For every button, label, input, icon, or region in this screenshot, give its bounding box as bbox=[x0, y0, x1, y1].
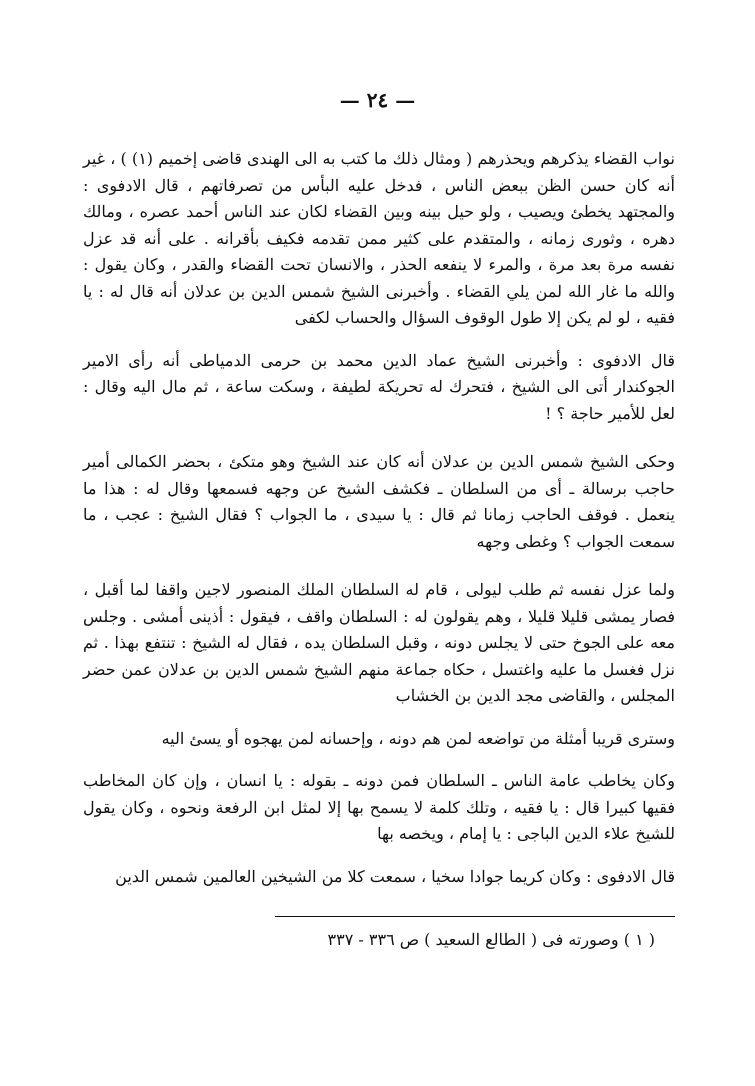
body-text bbox=[83, 146, 675, 890]
paragraph-7: قال الادفوى : وكان كريما جوادا سخيا ، سمعت كلا من الشيخين العالمين شمس الدين bbox=[115, 866, 675, 886]
footnote-divider bbox=[275, 916, 675, 917]
paragraph-1: نواب القضاء يذكرهم ويحذرهم ( ومثال ذلك ما كتب به الى الهندى قاضى إخميم (١) ) ، غير أنه كان حسن الظن ببعض الناس ، فدخل عليه البأس من تصرفاتهم ، قال الادفوى : والمجتهد يخطئ ويصيب ، ولو حيل بينه وبين القضاء لكان عند الناس أحمد عصره ، ومالك دهره ، وثورى زمانه ، والمتقدم على كثير ممن تقدمه فكيف بأقرانه . على أنه قد عزل نفسه مرة بعد مرة ، والمرء لا ينفعه الحذر ، والانسان تحت القضاء والقدر ، وكان يقول : والله ما غار الله لمن يلي القضاء . وأخبرنى الشيخ شمس الدين بن عدلان أنه قال له : يا فقيه ، لو لم يكن إلا طول الوقوف السؤال والحساب لكفى bbox=[83, 149, 675, 327]
paragraph-2: قال الادفوى : وأخبرنى الشيخ عماد الدين محمد بن حرمى الدمياطى أنه رأى الامير الجوكندار أتى الى الشيخ ، فتحرك له تحريكة لطيفة ، وسكت ساعة ، ثم مال اليه وقال : لعل للأمير حاجة ؟ ! bbox=[83, 350, 676, 423]
paragraph-5: وسترى قريبا أمثلة من تواضعه لمن هم دونه ، وإحسانه لمن يهجوه أو يسئ اليه bbox=[161, 728, 675, 748]
footnote: ( ١ ) وصورته فى ( الطالع السعيد ) ص ٣٣٦ - ٣٣٧ bbox=[327, 930, 655, 949]
paragraph-4: ولما عزل نفسه ثم طلب ليولى ، قام له السلطان الملك المنصور لاجين واقفا لما أقبل ، فصار يمشى قليلا قليلا ، وهم يقولون له : السلطان واقف ، فيقول : أذينى أمشى . وجلس معه على الجوخ حتى لا يجلس دونه ، وقبل السلطان يده ، فقال له الشيخ : تنتفع بهذا . ثم نزل فغسل ما عليه واغتسل ، حكاه جماعة منهم الشيخ شمس الدين بن عدلان عمن حضر المجلس ، والقاضى مجد الدين بن الخشاب bbox=[83, 580, 675, 705]
page-number: — ٢٤ — bbox=[339, 88, 416, 112]
paragraph-3: وحكى الشيخ شمس الدين بن عدلان أنه كان عند الشيخ وهو متكئ ، بحضر الكمالى أمير حاجب برسالة ـ أى من السلطان ـ فكشف الشيخ عن وجهه فسمعها وقال له : هذا ما ينعمل . فوقف الحاجب زمانا ثم قال : يا سيدى ، ما الجواب ؟ فقال الشيخ : عجب ، ما سمعت الجواب ؟ وغطى وجهه bbox=[83, 452, 675, 551]
paragraph-6: وكان يخاطب عامة الناس ـ السلطان فمن دونه ـ بقوله : يا انسان ، وإن كان المخاطب فقيها كبيرا قال : يا فقيه ، وتلك كلمة لا يسمح بها إلا لمثل ابن الرفعة ونحوه ، وكان يقول للشيخ علاء الدين الباجى : يا إمام ، ويخصه بها bbox=[83, 771, 675, 843]
